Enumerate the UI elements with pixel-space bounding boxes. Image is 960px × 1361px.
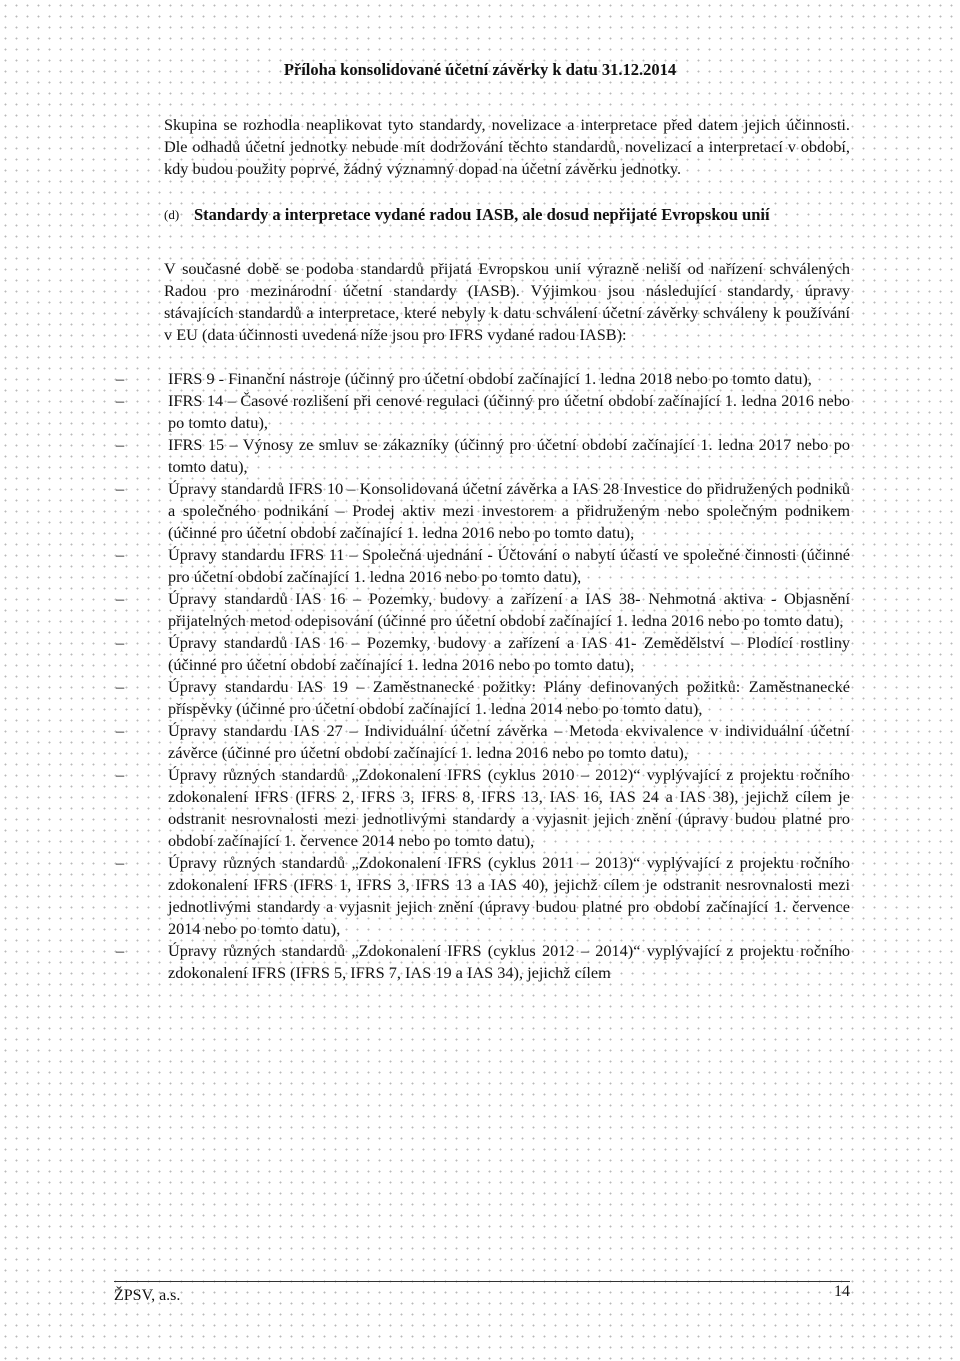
list-item — [116, 368, 850, 390]
list-item — [116, 852, 850, 940]
list-item-text: Úpravy různých standardů „Zdokonalení IFRS (cyklus 2012 – 2014)“ vyplývající z projektu ročního zdokonalení IFRS (IFRS 5, IFRS 7, IAS 19 a IAS 34), jejichž cílem — [168, 941, 850, 982]
list-item — [116, 940, 850, 984]
list-item — [116, 632, 850, 676]
list-item-text: IFRS 14 – Časové rozlišení při cenové regulaci (účinný pro účetní období začínající 1. ledna 2016 nebo po tomto datu), — [168, 391, 850, 432]
list-item — [116, 434, 850, 478]
dash-bullet: – — [116, 369, 125, 388]
list-item — [116, 544, 850, 588]
dash-bullet: – — [116, 765, 125, 784]
section-title: Standardy a interpretace vydané radou IASB, ale dosud nepřijaté Evropskou unií — [194, 205, 770, 224]
dash-bullet: – — [116, 853, 125, 872]
list-item — [116, 390, 850, 434]
list-item — [116, 764, 850, 852]
intro-paragraph: Skupina se rozhodla neaplikovat tyto standardy, novelizace a interpretace před datem jejich účinnosti. Dle odhadů účetní jednotky nebude mít dodržování těchto standardů, novelizací a interpretací v období, kdy budou použity poprvé, žádný významný dopad na účetní závěrku jednotky. — [164, 115, 850, 178]
section-heading — [164, 204, 850, 226]
footer-company: ŽPSV, a.s. — [114, 1287, 181, 1304]
section-paragraph: V současné době se podoba standardů přijatá Evropskou unií výrazně neliší od nařízení schválených Radou pro mezinárodní účetní standardy (IASB). Výjimkou jsou následující standardy, úpravy stávajících standardů a interpretace, které nebyly k datu schválení účetní závěrky schváleny k používání v EU (data účinnosti uvedená níže jsou pro IFRS vydané radou IASB): — [164, 259, 850, 344]
dash-bullet: – — [116, 435, 125, 454]
footer-divider — [114, 1281, 850, 1282]
list-item-text: Úpravy různých standardů „Zdokonalení IFRS (cyklus 2011 – 2013)“ vyplývající z projektu ročního zdokonalení IFRS (IFRS 1, IFRS 3, IFRS 13 a IAS 40), jejichž cílem je odstranit nesrovnalosti mezi jednotlivými standardy a vyjasnit jejich znění (úpravy budou platné pro období začínající 1. července 2014 nebo po tomto datu), — [168, 853, 850, 938]
list-item-text: Úpravy standardu IFRS 11 – Společná ujednání - Účtování o nabytí účastí ve společné činnosti (účinné pro účetní období začínající 1. ledna 2016 nebo po tomto datu), — [168, 545, 850, 586]
list-item-text: Úpravy standardu IAS 27 – Individuální účetní závěrka – Metoda ekvivalence v individuální účetní závěrce (účinné pro účetní období začínající 1. ledna 2016 nebo po tomto datu), — [168, 721, 850, 762]
page-number: 14 — [834, 1283, 850, 1300]
dash-bullet: – — [116, 545, 125, 564]
list-item-text: Úpravy standardu IAS 19 – Zaměstnanecké požitky: Plány definovaných požitků: Zaměstnanecké příspěvky (účinné pro účetní období začínající 1. ledna 2014 nebo po tomto datu), — [168, 677, 850, 718]
list-item — [116, 478, 850, 544]
list-item-text: Úpravy různých standardů „Zdokonalení IFRS (cyklus 2010 – 2012)“ vyplývající z projektu ročního zdokonalení IFRS (IFRS 2, IFRS 3, IFRS 8, IFRS 13, IAS 16, IAS 24 a IAS 38), jejichž cílem je odstranit nesrovnalosti mezi jednotlivými standardy a vyjasnit jejich znění (úpravy budou platné pro období začínající 1. července 2014 nebo po tomto datu), — [168, 765, 850, 850]
document-body — [116, 114, 850, 984]
dash-bullet: – — [116, 479, 125, 498]
dash-bullet: – — [116, 721, 125, 740]
dash-bullet: – — [116, 391, 125, 410]
list-item — [116, 676, 850, 720]
list-item — [116, 720, 850, 764]
dash-bullet: – — [116, 941, 125, 960]
list-item-text: Úpravy standardů IAS 16 – Pozemky, budovy a zařízení a IAS 41- Zemědělství – Plodící rostliny (účinné pro účetní období začínající 1. ledna 2016 nebo po tomto datu), — [168, 633, 850, 674]
dash-bullet: – — [116, 677, 125, 696]
page-title: Příloha konsolidované účetní závěrky k datu 31.12.2014 — [283, 60, 677, 79]
list-item-text: IFRS 15 – Výnosy ze smluv se zákazníky (účinný pro účetní období začínající 1. ledna 2017 nebo po tomto datu), — [168, 435, 850, 476]
dash-bullet: – — [116, 633, 125, 652]
list-item-text: IFRS 9 - Finanční nástroje (účinný pro účetní období začínající 1. ledna 2018 nebo po tomto datu), — [168, 369, 812, 388]
list-item-text: Úpravy standardů IAS 16 – Pozemky, budovy a zařízení a IAS 38- Nehmotná aktiva - Objasnění přijatelných metod odepisování (účinné pro účetní období začínající 1. ledna 2016 nebo po tomto datu), — [168, 589, 850, 630]
list-item-text: Úpravy standardů IFRS 10 – Konsolidovaná účetní závěrka a IAS 28 Investice do přidružených podniků a společného podnikání – Prodej aktiv mezi investorem a přidruženým nebo společným podnikem (účinné pro účetní období začínající 1. ledna 2016 nebo po tomto datu), — [168, 479, 850, 542]
section-number: (d) — [164, 207, 180, 222]
standards-list — [116, 368, 850, 984]
list-item — [116, 588, 850, 632]
dash-bullet: – — [116, 589, 125, 608]
